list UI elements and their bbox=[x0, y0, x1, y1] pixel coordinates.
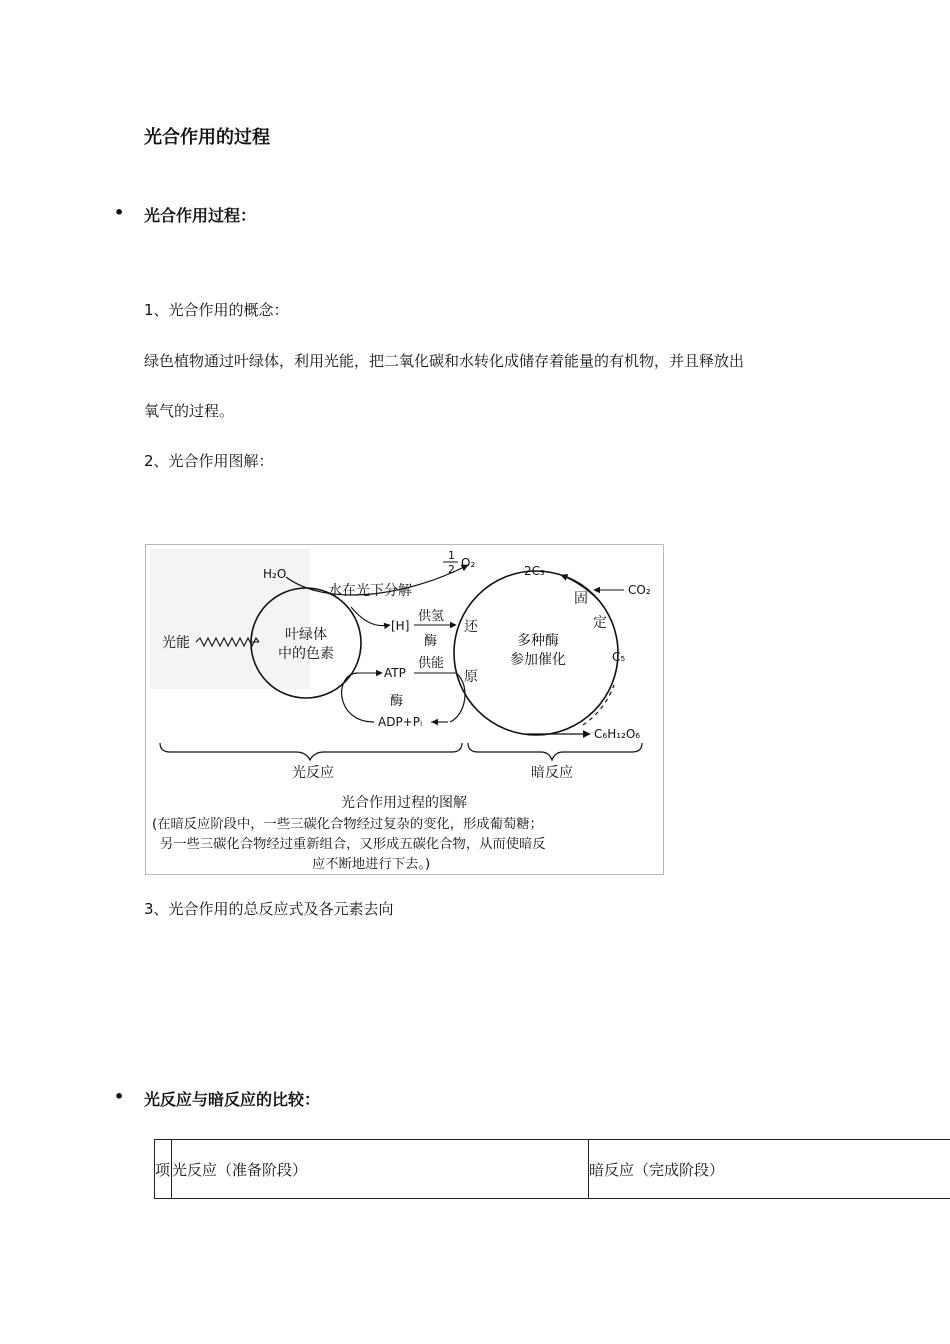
section-heading-comparison: 光反应与暗反应的比较： bbox=[144, 1090, 321, 1109]
dark-reaction-label: 暗反应 bbox=[531, 765, 573, 781]
dark-reaction-brace bbox=[468, 743, 642, 760]
reduce-label-2: 原 bbox=[464, 669, 478, 685]
section-heading-process: 光合作用过程： bbox=[144, 206, 257, 225]
light-reaction-brace bbox=[160, 743, 462, 760]
supply-energy-label: 供能 bbox=[418, 656, 445, 671]
half-denominator: 2 bbox=[448, 563, 455, 576]
comparison-table bbox=[154, 1139, 950, 1199]
half-numerator: 1 bbox=[448, 549, 455, 562]
page-title: 光合作用的过程 bbox=[144, 127, 270, 148]
table-header-dark: 暗反应（完成阶段） bbox=[589, 1140, 950, 1199]
pigment-label-line2: 中的色素 bbox=[278, 646, 334, 662]
co2-label: CO₂ bbox=[628, 583, 651, 597]
h2o-label: H₂O bbox=[263, 567, 287, 581]
glucose-label: C₆H₁₂O₆ bbox=[594, 727, 641, 741]
table-header-light: 光反应（准备阶段） bbox=[172, 1140, 589, 1199]
fix-label-2: 定 bbox=[593, 615, 607, 631]
caption-title: 光合作用过程的图解 bbox=[341, 795, 467, 811]
enzymes-label-line1: 多种酶 bbox=[517, 633, 559, 649]
photosynthesis-diagram bbox=[145, 544, 664, 875]
reduce-label-1: 还 bbox=[464, 619, 478, 635]
caption-line1: (在暗反应阶段中，一些三碳化合物经过复杂的变化，形成葡萄糖； bbox=[152, 817, 543, 832]
water-split-label: 水在光下分解 bbox=[328, 583, 412, 599]
atp-label: ATP bbox=[384, 666, 406, 680]
table-row bbox=[155, 1140, 950, 1199]
enzyme1-label: 酶 bbox=[424, 634, 438, 649]
item3-heading: 3、光合作用的总反应式及各元素去向 bbox=[144, 900, 394, 918]
h-label: [H] bbox=[391, 619, 410, 633]
c5-label: C₅ bbox=[612, 650, 626, 664]
item1-text-line2: 氧气的过程。 bbox=[144, 402, 235, 420]
enzymes-label-line2: 参加催化 bbox=[510, 652, 566, 668]
table-header-item: 项 bbox=[155, 1140, 172, 1199]
c3-label: 2C₃ bbox=[524, 564, 545, 578]
caption-line2: 另一些三碳化合物经过重新组合，又形成五碳化合物，从而使暗反 bbox=[160, 837, 546, 852]
enzyme2-label: 酶 bbox=[390, 694, 404, 709]
fix-label-1: 固 bbox=[574, 591, 588, 607]
light-energy-label: 光能 bbox=[162, 635, 190, 651]
item1-text-line1: 绿色植物通过叶绿体，利用光能，把二氧化碳和水转化成储存着能量的有机物，并且释放出 bbox=[144, 352, 745, 370]
adp-label: ADP+Pᵢ bbox=[378, 715, 423, 729]
bullet-marker: • bbox=[114, 203, 125, 222]
supply-h-label: 供氢 bbox=[418, 609, 445, 624]
o2-label: O₂ bbox=[461, 556, 476, 570]
item1-heading: 1、光合作用的概念： bbox=[144, 301, 289, 319]
light-reaction-label: 光反应 bbox=[292, 765, 334, 781]
pigment-label-line1: 叶绿体 bbox=[285, 627, 327, 643]
caption-line3: 应不断地进行下去。) bbox=[312, 857, 431, 872]
item2-heading: 2、光合作用图解： bbox=[144, 452, 274, 470]
bullet-marker: • bbox=[114, 1087, 125, 1106]
